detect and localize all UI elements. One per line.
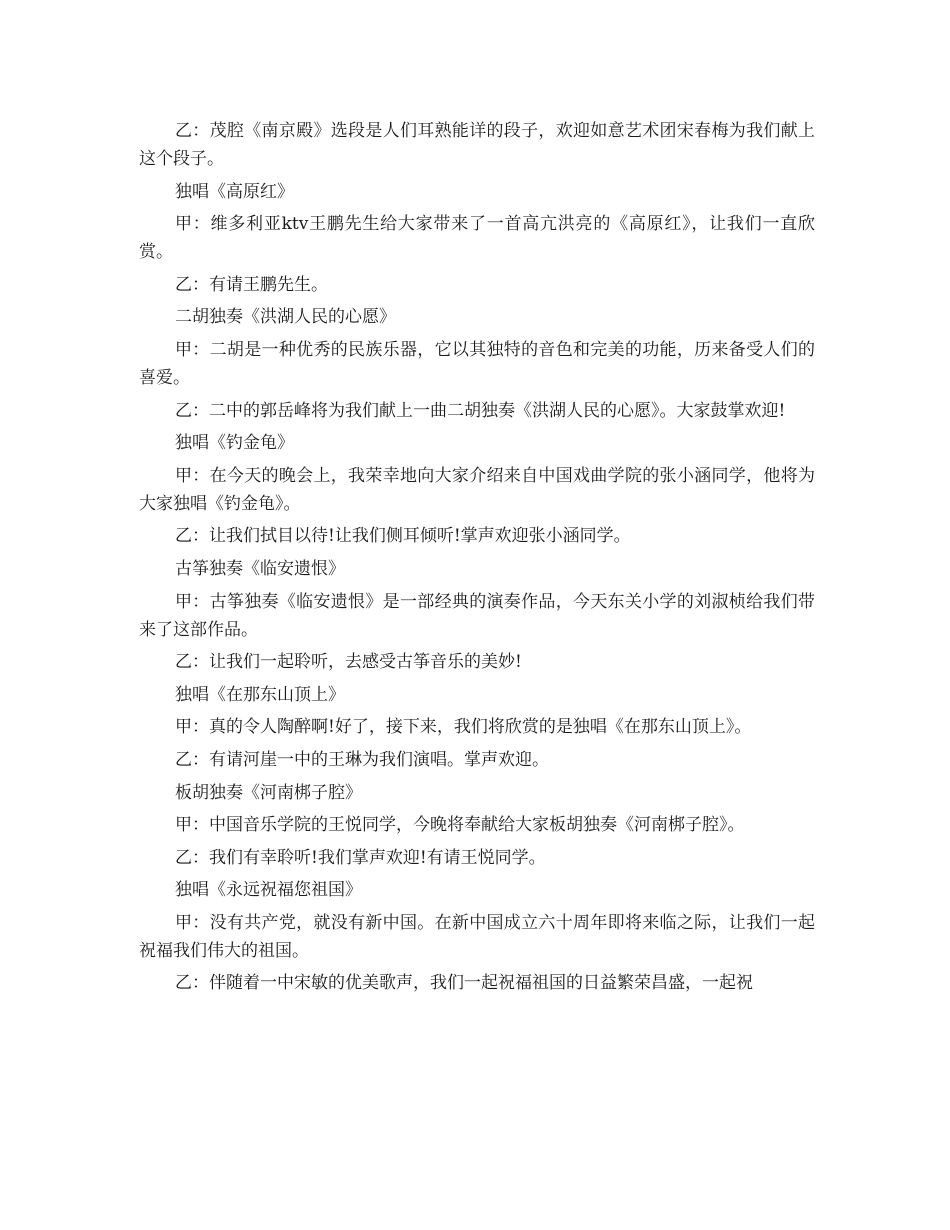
program-title-7: 独唱《永远祝福您祖国》 xyxy=(175,880,362,901)
paragraph-6: 甲：二胡是一种优秀的民族乐器，它以其独特的音色和完美的功能，历来备受人们的喜爱。 xyxy=(139,339,815,388)
paragraph-19: 乙：我们有幸聆听!我们掌声欢迎!有请王悦同学。 xyxy=(175,847,546,868)
paragraph-13: 乙：让我们一起聆听，去感受古筝音乐的美妙! xyxy=(175,652,522,673)
paragraph-12: 甲：古筝独奏《临安遗恨》是一部经典的演奏作品，今天东关小学的刘淑桢给我们带来了这部作品。 xyxy=(139,591,815,640)
program-title-6: 板胡独奏《河南梆子腔》 xyxy=(175,782,362,803)
program-title-2: 二胡独奏《洪湖人民的心愿》 xyxy=(175,307,396,328)
paragraph-1: 乙：茂腔《南京殿》选段是人们耳熟能详的段子，欢迎如意艺术团宋春梅为我们献上这个段子。 xyxy=(139,121,815,169)
paragraph-21: 甲：没有共产党，就没有新中国。在新中国成立六十周年即将来临之际，让我们一起祝福我们伟大的祖国。 xyxy=(139,912,815,961)
program-title-5: 独唱《在那东山顶上》 xyxy=(175,684,345,705)
paragraph-10: 乙：让我们拭目以待!让我们侧耳倾听!掌声欢迎张小涵同学。 xyxy=(175,526,631,547)
program-title-1: 独唱《高原红》 xyxy=(175,181,294,202)
program-title-3: 独唱《钓金龟》 xyxy=(175,433,294,454)
paragraph-15: 甲：真的令人陶醉啊!好了，接下来，我们将欣赏的是独唱《在那东山顶上》。 xyxy=(175,717,752,738)
paragraph-16: 乙：有请河崖一中的王琳为我们演唱。掌声欢迎。 xyxy=(175,749,549,770)
program-title-4: 古筝独奏《临安遗恨》 xyxy=(175,558,345,579)
document-body xyxy=(139,117,815,1002)
paragraph-9: 甲：在今天的晚会上，我荣幸地向大家介绍来自中国戏曲学院的张小涵同学，他将为大家独唱《钓金龟》。 xyxy=(139,465,815,514)
paragraph-18: 甲：中国音乐学院的王悦同学，今晚将奉献给大家板胡独奏《河南梆子腔》。 xyxy=(175,815,745,836)
paragraph-3: 甲：维多利亚ktv王鹏先生给大家带来了一首高亢洪亮的《高原红》，让我们一直欣赏。 xyxy=(139,214,815,263)
paragraph-4: 乙：有请王鹏先生。 xyxy=(175,274,328,295)
paragraph-7: 乙：二中的郭岳峰将为我们献上一曲二胡独奏《洪湖人民的心愿》。大家鼓掌欢迎! xyxy=(175,400,786,421)
paragraph-22: 乙：伴随着一中宋敏的优美歌声，我们一起祝福祖国的日益繁荣昌盛，一起祝 xyxy=(175,973,753,994)
